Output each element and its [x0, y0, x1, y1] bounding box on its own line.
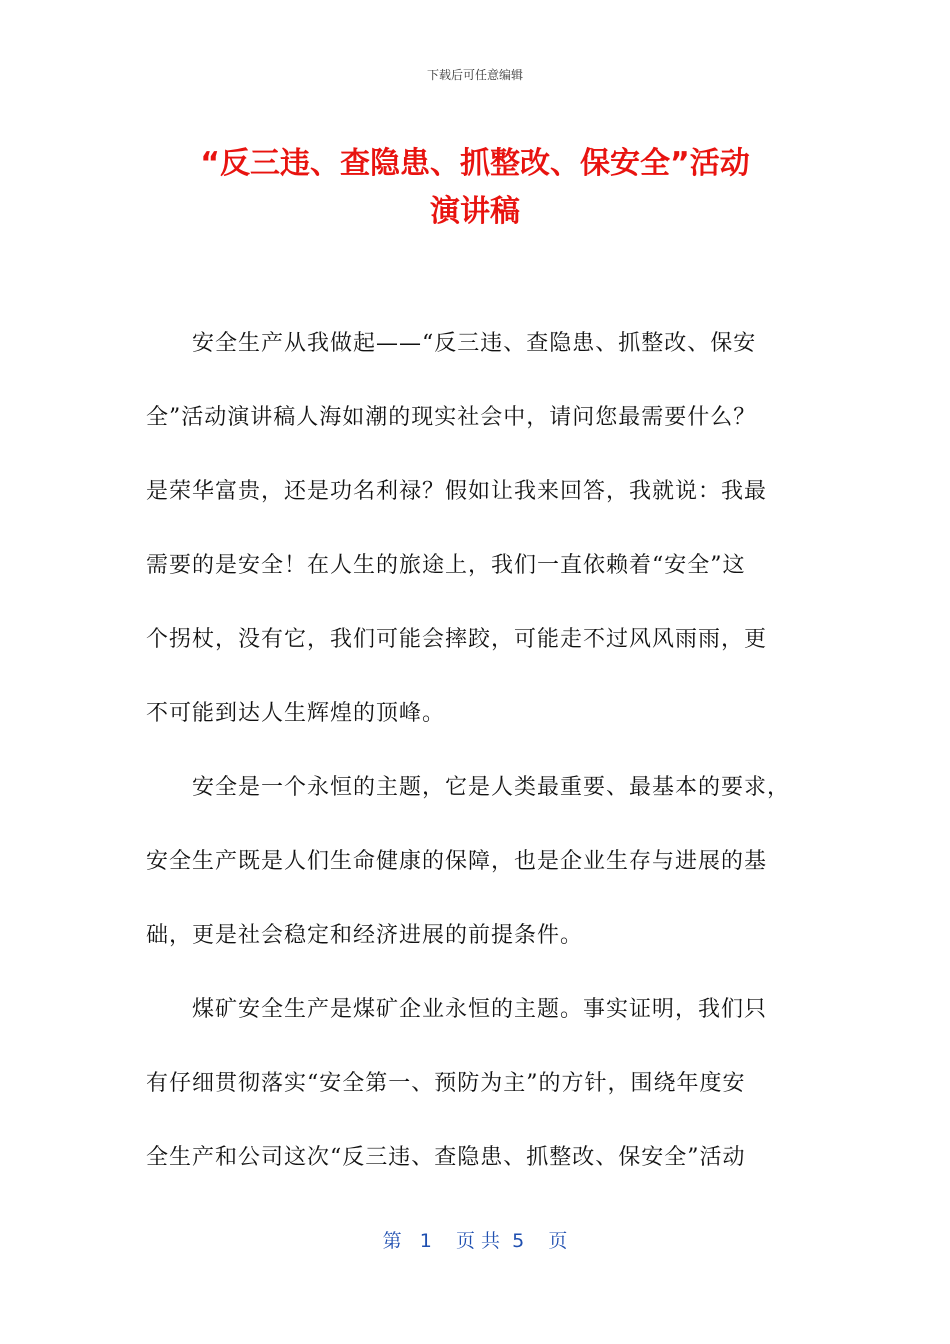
body-line: 煤矿安全生产是煤矿企业永恒的主题。事实证明，我们只	[192, 997, 768, 1022]
body-line: 不可能到达人生辉煌的顶峰。	[146, 701, 446, 726]
body-line: 需要的是安全！在人生的旅途上，我们一直依赖着“安全”这	[146, 553, 746, 578]
body-line: 全”活动演讲稿人海如潮的现实社会中，请问您最需要什么？	[146, 405, 757, 430]
body-line: 安全生产从我做起——“反三违、查隐患、抓整改、保安	[192, 331, 757, 356]
body-line: 全生产和公司这次“反三违、查隐患、抓整改、保安全”活动	[146, 1145, 746, 1170]
header-note: 下载后可任意编辑	[426, 68, 523, 82]
body-line: 有仔细贯彻落实“安全第一、预防为主”的方针，围绕年度安	[146, 1071, 746, 1096]
document-title	[120, 140, 830, 236]
body-line: 础，更是社会稳定和经济进展的前提条件。	[146, 923, 584, 948]
title-line-2: 演讲稿	[430, 194, 520, 229]
page-footer: 第 1 页 共 5 页	[382, 1230, 568, 1252]
body-line: 个拐杖，没有它，我们可能会摔跤，可能走不过风风雨雨，更	[146, 627, 768, 652]
title-line-1: “反三违、查隐患、抓整改、保安全”活动	[200, 146, 750, 181]
body-line: 是荣华富贵，还是功名利禄？假如让我来回答，我就说：我最	[146, 479, 768, 504]
body-line: 安全是一个永恒的主题，它是人类最重要、最基本的要求，	[192, 775, 791, 800]
document-body	[146, 318, 796, 1206]
body-line: 安全生产既是人们生命健康的保障，也是企业生存与进展的基	[146, 849, 768, 874]
